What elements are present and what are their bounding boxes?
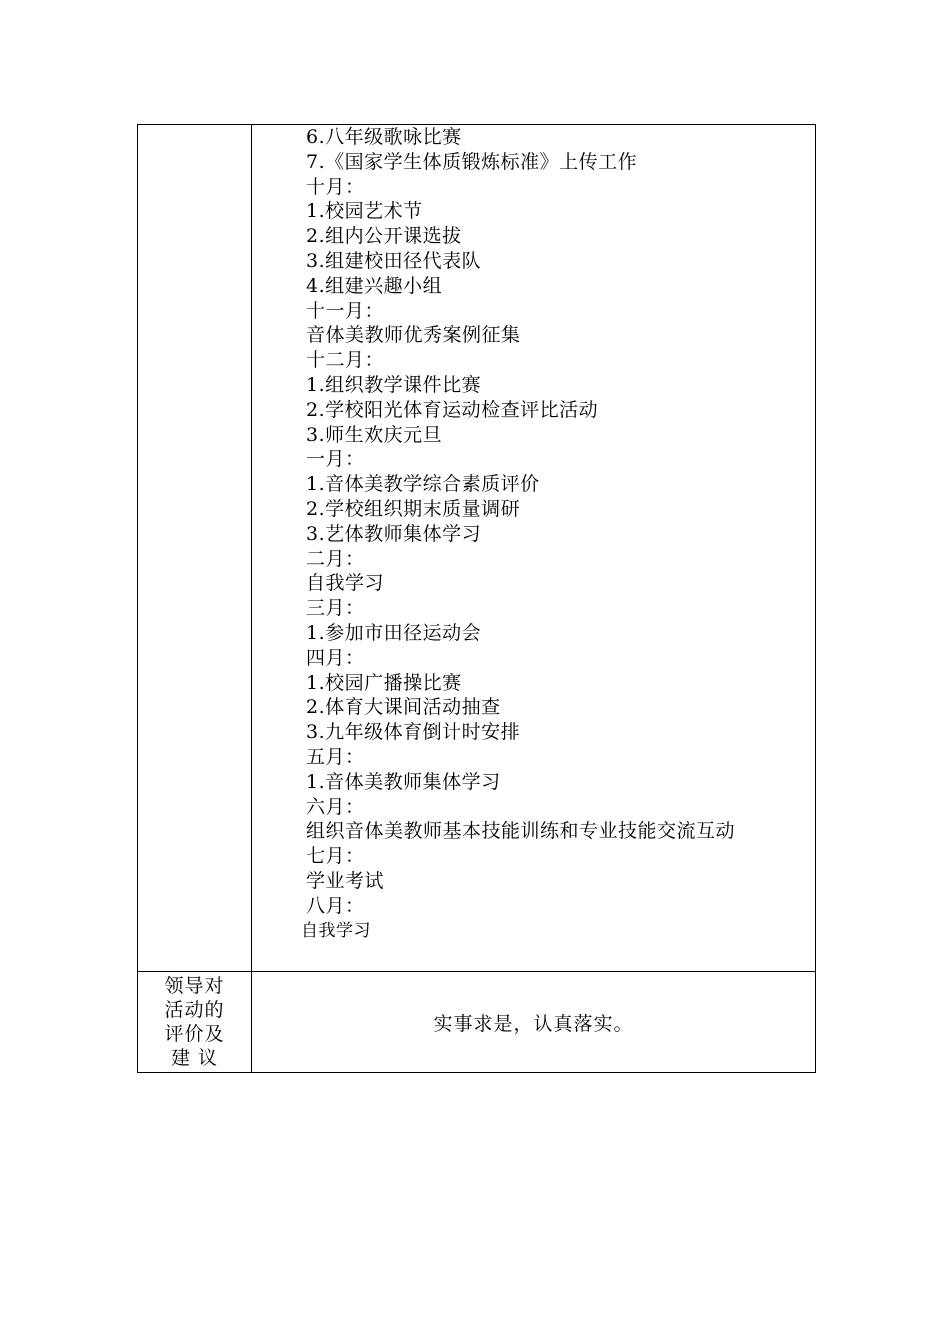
plan-line: 4.组建兴趣小组 [306,274,443,297]
plan-line: 3.艺体教师集体学习 [306,522,482,545]
plan-content-cell [252,125,816,972]
month-heading: 十一月： [306,299,385,322]
month-heading: 三月： [306,597,365,620]
month-heading: 二月： [306,547,365,570]
month-heading: 七月： [306,845,365,868]
plan-line: 1.校园广播操比赛 [306,671,462,694]
evaluation-content-cell [252,972,816,1073]
plan-line: 3.组建校田径代表队 [306,249,482,272]
monthly-plan-list [252,125,815,943]
evaluation-text: 实事求是，认真落实。 [433,1012,634,1035]
month-heading: 十二月： [306,349,385,372]
plan-line: 7.《国家学生体质锻炼标准》上传工作 [306,150,638,173]
plan-line: 1.校园艺术节 [306,200,423,223]
plan-line: 2.学校组织期末质量调研 [306,497,521,520]
plan-line: 1.参加市田径运动会 [306,621,482,644]
plan-line: 1.组织教学课件比赛 [306,373,482,396]
evaluation-label [138,972,251,1070]
plan-line: 自我学习 [306,572,385,595]
month-heading: 八月： [306,894,365,917]
plan-line: 3.九年级体育倒计时安排 [306,721,521,744]
month-heading: 一月： [306,448,365,471]
evaluation-label-line: 建 议 [170,1047,219,1069]
month-heading: 十月： [306,175,365,198]
month-heading: 五月： [306,745,365,768]
month-heading: 六月： [306,795,365,818]
evaluation-label-cell [138,972,252,1073]
plan-row [138,125,816,972]
activity-table [137,124,816,1073]
plan-line: 音体美教师优秀案例征集 [306,324,521,347]
plan-line: 学业考试 [306,869,385,892]
plan-line: 2.学校阳光体育运动检查评比活动 [306,398,599,421]
plan-line: 3.师生欢庆元旦 [306,423,443,446]
plan-line: 6.八年级歌咏比赛 [306,126,462,148]
evaluation-row [138,972,816,1073]
month-heading: 四月： [306,646,365,669]
evaluation-label-line: 活动的 [164,999,225,1021]
evaluation-label-line: 领导对 [164,975,225,997]
plan-line: 组织音体美教师基本技能训练和专业技能交流互动 [306,820,736,843]
plan-line: 自我学习 [301,920,371,941]
plan-label-cell [138,125,252,972]
plan-line: 2.体育大课间活动抽查 [306,696,501,719]
plan-line: 1.音体美教学综合素质评价 [306,473,540,496]
plan-line: 2.组内公开课选拔 [306,225,462,248]
plan-line: 1.音体美教师集体学习 [306,770,501,793]
evaluation-label-line: 评价及 [164,1023,225,1045]
